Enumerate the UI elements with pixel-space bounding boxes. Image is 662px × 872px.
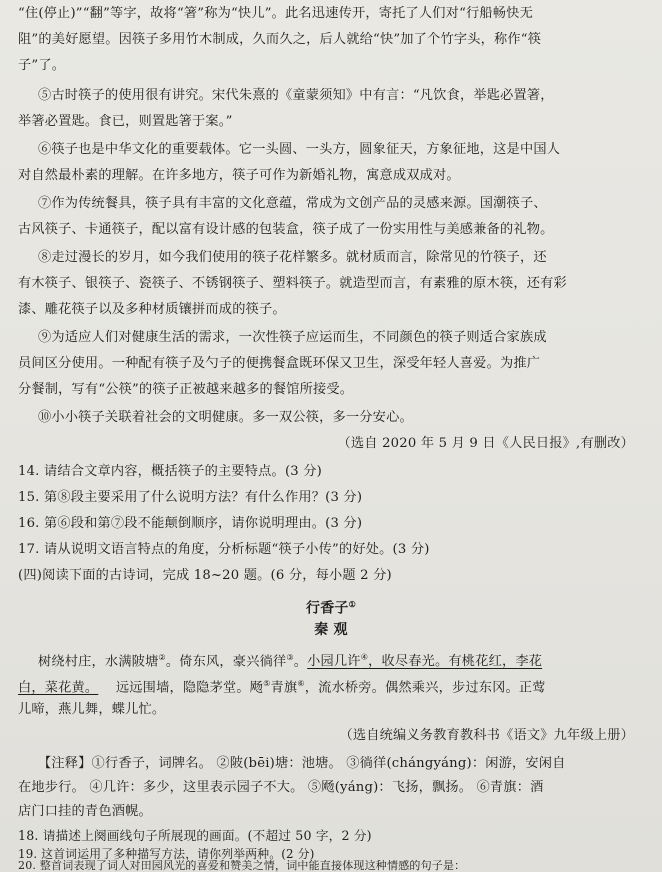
question-17: 17. 请从说明文语言特点的角度，分析标题“筷子小传”的好处。(3 分): [18, 542, 430, 557]
passage-line: 对自然最朴素的理解。在许多地方，筷子可作为新婚礼物，寓意成双成对。: [18, 168, 460, 183]
poem-source: （选自统编义务教育教科书《语文》九年级上册）: [339, 728, 634, 743]
passage-line: 有木筷子、银筷子、瓷筷子、不锈钢筷子、塑料筷子。就造型而言，有素雅的原木筷，还有彩: [18, 276, 567, 291]
passage-line: “住(停止)”“翻”等字，故将“箸”称为“快儿”。此名迅速传开，寄托了人们对“行船畅快无: [18, 6, 533, 21]
notes-line: 【注释】①行香子，词牌名。 ②陂(bēi)塘：池塘。 ③徜徉(chángyáng)：闲游，安闲自: [38, 756, 566, 771]
footnote-marker: ④: [360, 653, 369, 662]
underlined-sentence: 小园几许④，收尽春光。有桃花红，李花: [307, 653, 543, 670]
question-19: 19. 这首词运用了多种描写方法，请你列举两种。(2 分): [18, 848, 315, 860]
question-20: 20. 整首词表现了词人对田园风光的喜爱和赞美之情，词中能直接体现这种情感的句子是：: [18, 860, 466, 872]
passage-line: 古风筷子、卡通筷子，配以富有设计感的包装盒，筷子成了一份实用性与美感兼备的礼物。: [18, 222, 554, 237]
question-18: 18. 请描述上阕画线句子所展现的画面。(不超过 50 字，2 分): [18, 828, 372, 843]
paragraph-10: ⑩小小筷子关联着社会的文明健康。多一双公筷，多一分安心。: [38, 410, 413, 425]
passage-line: 子”了。: [18, 58, 66, 73]
paragraph-7: ⑦作为传统餐具，筷子具有丰富的文化意蕴，常成为文创产品的灵感来源。国潮筷子、: [38, 196, 547, 211]
footnote-marker: ⑥: [297, 679, 305, 688]
paragraph-9: ⑨为适应人们对健康生活的需求，一次性筷子应运而生，不同颜色的筷子则适合家族成: [38, 330, 547, 345]
passage-line: 阻”的美好愿望。因筷子多用竹木制成，久而久之，后人就给“快”加了个竹字头，称作“筷: [18, 32, 542, 47]
footnote-marker: ②: [158, 653, 166, 662]
notes-line: 在地步行。 ④几许：多少，这里表示园子不大。 ⑤飏(yáng)：飞扬，飘扬。 ⑥青旗：酒: [18, 780, 544, 795]
passage-source: （选自 2020 年 5 月 9 日《人民日报》,有删改）: [337, 436, 634, 451]
footnote-marker: ①: [348, 599, 356, 609]
poem-line: 白，菜花黄。 远远围墙，隐隐茅堂。飏⑤青旗⑥，流水桥旁。偶然乘兴，步过东冈。正莺: [18, 679, 546, 696]
poem-line: 儿啼，燕儿舞，蝶儿忙。: [18, 702, 166, 717]
question-16: 16. 第⑥段和第⑦段不能颠倒顺序，请你说明理由。(3 分): [18, 516, 363, 531]
paragraph-6: ⑥筷子也是中华文化的重要载体。它一头圆、一头方，圆象征天，方象征地，这是中国人: [38, 142, 561, 157]
passage-line: 漆、雕花筷子以及多种材质镶拼而成的筷子。: [18, 302, 286, 317]
poem-line: 树绕村庄，水满陂塘②。倚东风，豪兴徜徉③。小园几许④，收尽春光。有桃花红，李花: [38, 653, 543, 670]
passage-line: 员间区分使用。一种配有筷子及勺子的便携餐盒既环保又卫生，深受年轻人喜爱。为推广: [18, 356, 541, 371]
footnote-marker: ③: [286, 653, 294, 662]
footnote-marker: ⑤: [263, 679, 271, 688]
question-15: 15. 第⑧段主要采用了什么说明方法？有什么作用？(3 分): [18, 490, 363, 505]
notes-line: 店门口挂的青色酒幌。: [18, 804, 152, 819]
section-4-heading: (四)阅读下面的古诗词，完成 18~20 题。(6 分，每小题 2 分): [18, 568, 392, 583]
poem-title: 行香子①: [306, 599, 356, 617]
passage-line: 分餐制，写有“公筷”的筷子正被越来越多的餐馆所接受。: [18, 382, 354, 397]
paragraph-8: ⑧走过漫长的岁月，如今我们使用的筷子花样繁多。就材质而言，除常见的竹筷子，还: [38, 250, 547, 265]
passage-line: 举箸必置匙。食已，则置匙箸于案。”: [18, 114, 233, 129]
question-14: 14. 请结合文章内容，概括筷子的主要特点。(3 分): [18, 464, 322, 479]
underlined-sentence: 白，菜花黄。: [18, 680, 99, 696]
poem-author: 秦 观: [314, 622, 348, 638]
paragraph-5: ⑤古时筷子的使用很有讲究。宋代朱熹的《童蒙须知》中有言：“凡饮食，举匙必置箸，: [38, 88, 554, 103]
